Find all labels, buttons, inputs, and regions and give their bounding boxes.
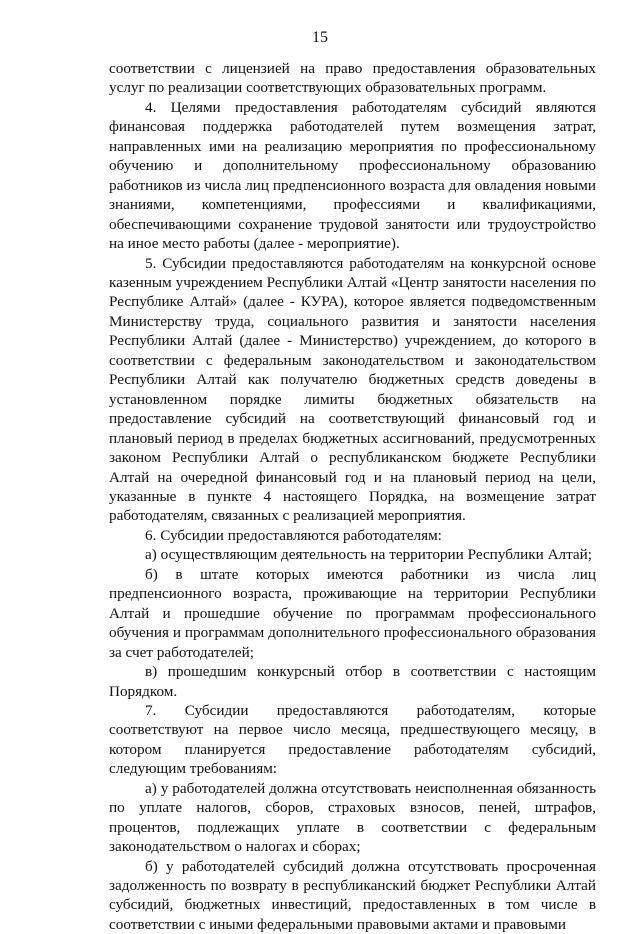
paragraph-item-6: 6. Субсидии предоставляются работодателям: (145, 526, 442, 544)
subitem-7b: б) у работодателей субсидий должна отсутствовать просроченная задолженность по возврату в республиканский бюджет Республики Алтай субсидий, бюджетных инвестиций, предоставленных в том числе в соответствии с иными федеральными правовыми актами и правовыми (109, 857, 596, 933)
paragraph-continuation: соответствии с лицензией на право предоставления образовательных услуг по реализации соответствующих образовательных программ. (109, 60, 596, 97)
subitem-6v: в) прошедшим конкурсный отбор в соответствии с настоящим Порядком. (109, 663, 596, 700)
paragraph-item-7: 7. Субсидии предоставляются работодателям, которые соответствуют на первое число месяца, предшествующего месяцу, в котором планируется предоставление работодателям субсидий, следующим требованиям: (109, 701, 596, 778)
paragraph-item-4: 4. Целями предоставления работодателям субсидий являются финансовая поддержка работодателей путем возмещения затрат, направленных ими на реализацию мероприятия по профессиональному обучению и дополнительному профессиональному образованию работников из числа лиц предпенсионного возраста для овладения новыми знаниями, компетенциями, профессиями и квалификациями, обеспечивающими сохранение трудовой занятости или трудоустройство на иное место работы (далее - мероприятие). (109, 98, 596, 253)
page-number: 15 (312, 29, 328, 46)
document-body (109, 59, 596, 934)
subitem-6a: а) осуществляющим деятельность на территории Республики Алтай; (145, 546, 593, 564)
subitem-6b: б) в штате которых имеются работники из числа лиц предпенсионного возраста, проживающие на территории Республики Алтай и прошедшие обучение по программам профессионального обучения и программам дополнительного профессионального образования за счет работодателей; (109, 565, 596, 661)
paragraph-item-5: 5. Субсидии предоставляются работодателям на конкурсной основе казенным учреждением Республики Алтай «Центр занятости населения по Республике Алтай» (далее - КУРА), которое является подведомственным Министерству труда, социального развития и занятости населения Республики Алтай (далее - Министерство) учреждением, до которого в соответствии с федеральным законодательством и законодательством Республики Алтай как получателю бюджетных средств доведены в установленном порядке лимиты бюджетных обязательств на предоставление субсидий на соответствующий финансовый год и плановый период в пределах бюджетных ассигнований, предусмотренных законом Республики Алтай о республиканском бюджете Республики Алтай на очередной финансовый год и на плановый период на цели, указанные в пункте 4 настоящего Порядка, на возмещение затрат работодателям, связанных с реализацией мероприятия. (109, 254, 596, 525)
subitem-7a: а) у работодателей должна отсутствовать неисполненная обязанность по уплате налогов, сборов, страховых взносов, пеней, штрафов, процентов, подлежащих уплате в соответствии с федеральным законодательством о налогах и сборах; (109, 779, 596, 856)
